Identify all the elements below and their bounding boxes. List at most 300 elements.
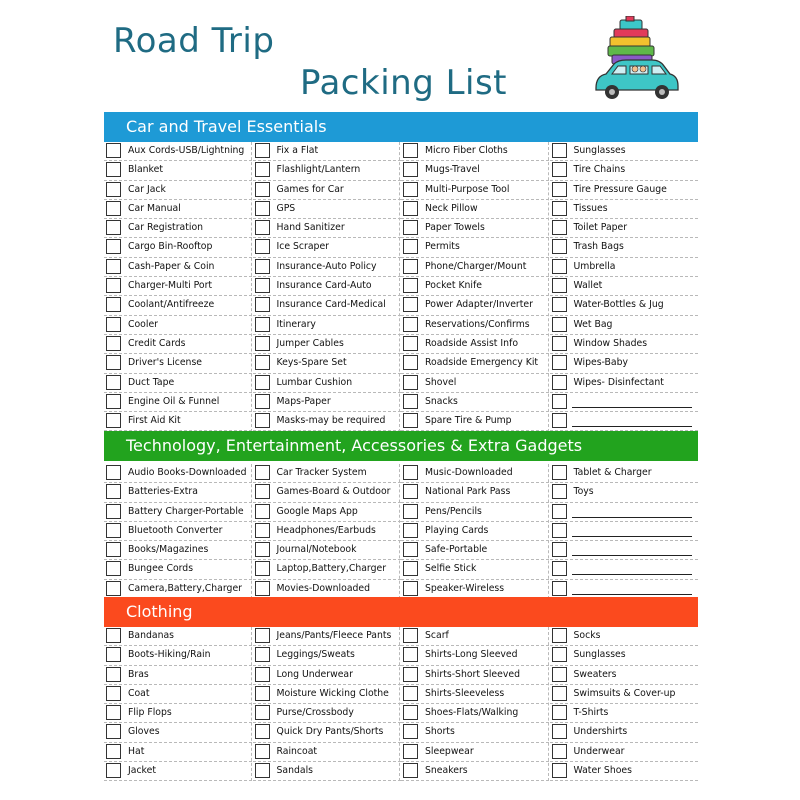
checkbox[interactable] xyxy=(552,336,567,351)
checklist-item xyxy=(253,743,401,762)
checkbox[interactable] xyxy=(552,375,567,390)
checklist-item-label: Games-Board & Outdoor xyxy=(276,486,391,498)
checkbox[interactable] xyxy=(255,686,270,701)
checkbox[interactable] xyxy=(106,259,121,274)
checkbox[interactable] xyxy=(552,162,567,177)
checklist-item-label: Car Registration xyxy=(128,222,204,234)
checkbox[interactable] xyxy=(552,581,567,596)
checkbox[interactable] xyxy=(255,561,270,576)
checklist-item xyxy=(253,646,401,665)
checklist-column xyxy=(253,464,401,599)
checkbox[interactable] xyxy=(255,162,270,177)
checkbox[interactable] xyxy=(255,201,270,216)
checklist-item-label: Credit Cards xyxy=(128,337,186,349)
checklist-column xyxy=(401,142,549,431)
checklist-item xyxy=(401,503,549,522)
checkbox[interactable] xyxy=(255,542,270,557)
checkbox[interactable] xyxy=(403,259,418,274)
checklist-item-label: Maps-Paper xyxy=(276,395,331,407)
section-grid-clothing xyxy=(104,627,698,781)
checkbox[interactable] xyxy=(255,375,270,390)
checklist-item xyxy=(401,646,549,665)
column-divider xyxy=(251,464,252,599)
checklist-item xyxy=(550,354,698,373)
checkbox[interactable] xyxy=(403,686,418,701)
checklist-item-label: Cooler xyxy=(128,318,158,330)
checkbox[interactable] xyxy=(403,201,418,216)
checklist-item-label: Reservations/Confirms xyxy=(425,318,530,330)
checklist-item-label: Roadside Assist Info xyxy=(425,337,519,349)
checklist-item-label: Speaker-Wireless xyxy=(425,582,505,594)
checklist-item-label: Battery Charger-Portable xyxy=(128,505,244,517)
checklist-item xyxy=(550,723,698,742)
checklist-item xyxy=(401,483,549,502)
checklist-item-label: Snacks xyxy=(425,395,458,407)
checkbox[interactable] xyxy=(403,297,418,312)
checklist-item-label: Hat xyxy=(128,745,145,757)
section-header-clothing: Clothing xyxy=(104,597,698,627)
checkbox[interactable] xyxy=(255,581,270,596)
checklist-column xyxy=(550,627,698,781)
section-header-car-travel-essentials: Car and Travel Essentials xyxy=(104,112,698,142)
checkbox[interactable] xyxy=(106,763,121,778)
checkbox[interactable] xyxy=(255,336,270,351)
checkbox[interactable] xyxy=(106,628,121,643)
checkbox[interactable] xyxy=(403,667,418,682)
checkbox[interactable] xyxy=(552,413,567,428)
checkbox[interactable] xyxy=(255,143,270,158)
checkbox[interactable] xyxy=(106,413,121,428)
checklist-item-label: Hand Sanitizer xyxy=(276,222,345,234)
checklist-column xyxy=(550,464,698,599)
checklist-item-label: Camera,Battery,Charger xyxy=(128,582,242,594)
checkbox[interactable] xyxy=(106,647,121,662)
checklist-item xyxy=(401,541,549,560)
checklist-item-label: Permits xyxy=(425,241,460,253)
checklist-item xyxy=(401,627,549,646)
checkbox[interactable] xyxy=(106,394,121,409)
checklist-item xyxy=(253,296,401,315)
checkbox[interactable] xyxy=(106,162,121,177)
checklist-item xyxy=(401,666,549,685)
checkbox[interactable] xyxy=(403,744,418,759)
checklist-item xyxy=(104,258,252,277)
checklist-item xyxy=(550,762,698,781)
column-divider xyxy=(399,142,400,432)
checklist-item xyxy=(550,503,698,522)
checklist-item-label: Wet Bag xyxy=(573,318,613,330)
checklist-item-label: Multi-Purpose Tool xyxy=(425,183,510,195)
checkbox[interactable] xyxy=(403,336,418,351)
checklist-item-label: Itinerary xyxy=(276,318,316,330)
checkbox[interactable] xyxy=(255,317,270,332)
checkbox[interactable] xyxy=(106,143,121,158)
checkbox[interactable] xyxy=(552,297,567,312)
checkbox[interactable] xyxy=(552,561,567,576)
checkbox[interactable] xyxy=(552,647,567,662)
checkbox[interactable] xyxy=(255,667,270,682)
checklist-item xyxy=(550,560,698,579)
checklist-item-label: Wipes- Disinfectant xyxy=(573,376,664,388)
checkbox[interactable] xyxy=(255,239,270,254)
checklist-item-label: Headphones/Earbuds xyxy=(276,524,376,536)
checkbox[interactable] xyxy=(106,336,121,351)
blank-write-in-line[interactable] xyxy=(572,574,692,575)
checklist-item-label: Underwear xyxy=(573,745,625,757)
checklist-item-label: Insurance-Auto Policy xyxy=(276,260,377,272)
checkbox[interactable] xyxy=(403,628,418,643)
checklist-item-label: Sandals xyxy=(276,765,314,777)
checklist-item xyxy=(104,142,252,161)
checkbox[interactable] xyxy=(403,239,418,254)
checklist-item xyxy=(253,354,401,373)
checklist-item-label: Google Maps App xyxy=(276,505,358,517)
checklist-item xyxy=(104,646,252,665)
checklist-item xyxy=(401,316,549,335)
checklist-item-label: Insurance Card-Medical xyxy=(276,299,386,311)
checkbox[interactable] xyxy=(255,220,270,235)
checklist-item xyxy=(253,560,401,579)
checklist-item-label: Purse/Crossbody xyxy=(276,707,354,719)
checklist-item-label: Water-Bottles & Jug xyxy=(573,299,664,311)
checklist-item xyxy=(253,181,401,200)
checklist-item-label: Shirts-Sleeveless xyxy=(425,687,505,699)
checkbox[interactable] xyxy=(255,355,270,370)
checkbox[interactable] xyxy=(255,484,270,499)
checkbox[interactable] xyxy=(255,724,270,739)
checkbox[interactable] xyxy=(552,504,567,519)
checklist-item xyxy=(550,464,698,483)
blank-write-in-line[interactable] xyxy=(572,517,692,518)
checkbox[interactable] xyxy=(403,465,418,480)
checklist-item-label: Fix a Flat xyxy=(276,145,319,156)
checklist-item xyxy=(253,200,401,219)
checklist-item-label: Power Adapter/Inverter xyxy=(425,299,533,311)
checklist-item xyxy=(253,464,401,483)
checkbox[interactable] xyxy=(403,394,418,409)
checklist-item xyxy=(253,277,401,296)
checkbox[interactable] xyxy=(403,355,418,370)
blank-write-in-line[interactable] xyxy=(572,536,692,537)
checkbox[interactable] xyxy=(552,724,567,739)
checklist-item-label: Insurance Card-Auto xyxy=(276,280,372,292)
checkbox[interactable] xyxy=(403,220,418,235)
checklist-item xyxy=(401,464,549,483)
checklist-item-label: Shoes-Flats/Walking xyxy=(425,707,519,719)
blank-write-in-line[interactable] xyxy=(572,426,692,427)
checklist-item-label: Toilet Paper xyxy=(573,222,628,234)
checklist-item-label: Swimsuits & Cover-up xyxy=(573,687,676,699)
checkbox[interactable] xyxy=(403,162,418,177)
checkbox[interactable] xyxy=(106,317,121,332)
checklist-item xyxy=(550,161,698,180)
checklist-column xyxy=(104,627,252,781)
checkbox[interactable] xyxy=(106,201,121,216)
checklist-item-label: Roadside Emergency Kit xyxy=(425,357,539,369)
checkbox[interactable] xyxy=(403,278,418,293)
checklist-item-label: Bluetooth Converter xyxy=(128,524,223,536)
checkbox[interactable] xyxy=(106,581,121,596)
checklist-column xyxy=(104,142,252,431)
section-header-technology: Technology, Entertainment, Accessories & Extra Gadgets xyxy=(104,431,698,461)
checklist-item xyxy=(104,181,252,200)
checklist-item-label: Umbrella xyxy=(573,260,616,272)
checklist-item-label: Flip Flops xyxy=(128,707,172,719)
checklist-item xyxy=(253,704,401,723)
checklist-item-label: Wallet xyxy=(573,280,603,292)
checklist-item xyxy=(550,296,698,315)
checklist-item-label: Music-Downloaded xyxy=(425,467,513,478)
checkbox[interactable] xyxy=(106,375,121,390)
checklist-item xyxy=(550,483,698,502)
checkbox[interactable] xyxy=(255,647,270,662)
checkbox[interactable] xyxy=(403,647,418,662)
checklist-item-label: Moisture Wicking Clothe xyxy=(276,687,389,699)
checkbox[interactable] xyxy=(403,143,418,158)
checklist-item-label: Car Tracker System xyxy=(276,467,367,478)
checkbox[interactable] xyxy=(403,523,418,538)
checklist-item xyxy=(104,412,252,431)
checkbox[interactable] xyxy=(552,220,567,235)
checklist-item xyxy=(401,412,549,431)
title-line-1: Road Trip xyxy=(113,21,275,61)
checklist-item xyxy=(401,743,549,762)
checklist-item xyxy=(104,161,252,180)
checklist-column xyxy=(253,142,401,431)
checklist-item-label: Mugs-Travel xyxy=(425,164,480,176)
checklist-item-label: Laptop,Battery,Charger xyxy=(276,563,387,575)
checkbox[interactable] xyxy=(106,504,121,519)
blank-write-in-line[interactable] xyxy=(572,555,692,556)
checkbox[interactable] xyxy=(552,763,567,778)
checkbox[interactable] xyxy=(255,278,270,293)
checklist-item xyxy=(253,541,401,560)
checkbox[interactable] xyxy=(255,259,270,274)
checkbox[interactable] xyxy=(255,465,270,480)
checklist-item-label: Playing Cards xyxy=(425,524,489,536)
section-grid-technology xyxy=(104,464,698,599)
checklist-item xyxy=(401,762,549,781)
checklist-item-label: GPS xyxy=(276,202,296,214)
checkbox[interactable] xyxy=(552,394,567,409)
checklist-item-label: Flashlight/Lantern xyxy=(276,164,361,176)
checklist-item-label: Leggings/Sweats xyxy=(276,649,355,661)
checkbox[interactable] xyxy=(255,504,270,519)
column-divider xyxy=(548,627,549,781)
checkbox[interactable] xyxy=(106,686,121,701)
checklist-item xyxy=(253,503,401,522)
checkbox[interactable] xyxy=(403,705,418,720)
checkbox[interactable] xyxy=(106,239,121,254)
checkbox[interactable] xyxy=(552,744,567,759)
checklist-item-label: Shirts-Short Sleeved xyxy=(425,668,520,680)
checkbox[interactable] xyxy=(106,182,121,197)
checkbox[interactable] xyxy=(106,705,121,720)
checklist-item xyxy=(104,200,252,219)
checkbox[interactable] xyxy=(255,763,270,778)
checkbox[interactable] xyxy=(552,317,567,332)
column-divider xyxy=(399,464,400,599)
checkbox[interactable] xyxy=(106,220,121,235)
column-divider xyxy=(548,142,549,432)
checklist-item xyxy=(104,541,252,560)
checklist-item xyxy=(550,627,698,646)
checklist-column xyxy=(253,627,401,781)
checklist-item xyxy=(253,161,401,180)
checklist-item xyxy=(401,393,549,412)
checklist-item xyxy=(401,354,549,373)
checklist-item xyxy=(401,685,549,704)
checklist-item xyxy=(104,238,252,257)
checklist-item xyxy=(401,335,549,354)
checklist-item xyxy=(253,723,401,742)
checkbox[interactable] xyxy=(403,763,418,778)
checkbox[interactable] xyxy=(552,484,567,499)
checklist-item-label: Tire Chains xyxy=(573,164,626,176)
blank-write-in-line[interactable] xyxy=(572,407,692,408)
checklist-item-label: Water Shoes xyxy=(573,765,632,777)
checklist-item xyxy=(253,412,401,431)
checkbox[interactable] xyxy=(403,484,418,499)
checklist-item xyxy=(104,483,252,502)
checklist-item-label: Neck Pillow xyxy=(425,202,478,214)
checklist-item xyxy=(401,704,549,723)
checklist-item-label: Sleepwear xyxy=(425,745,474,757)
checkbox[interactable] xyxy=(552,182,567,197)
checklist-item xyxy=(104,503,252,522)
checkbox[interactable] xyxy=(403,581,418,596)
section-grid-car-travel-essentials xyxy=(104,142,698,432)
checkbox[interactable] xyxy=(255,394,270,409)
checkbox[interactable] xyxy=(552,542,567,557)
checkbox[interactable] xyxy=(552,686,567,701)
checklist-item-label: Driver's License xyxy=(128,357,203,369)
checklist-item xyxy=(104,743,252,762)
checkbox[interactable] xyxy=(106,561,121,576)
checklist-item-label: Duct Tape xyxy=(128,376,175,388)
checklist-item-label: Scarf xyxy=(425,630,449,641)
checklist-item-label: Books/Magazines xyxy=(128,544,209,556)
checklist-item-label: Window Shades xyxy=(573,337,648,349)
checkbox[interactable] xyxy=(255,297,270,312)
checklist-item xyxy=(401,560,549,579)
blank-write-in-line[interactable] xyxy=(572,594,692,595)
checklist-item-label: Jeans/Pants/Fleece Pants xyxy=(276,630,392,641)
checklist-item xyxy=(401,238,549,257)
checkbox[interactable] xyxy=(106,724,121,739)
checklist-item xyxy=(104,627,252,646)
checkbox[interactable] xyxy=(403,542,418,557)
checkbox[interactable] xyxy=(552,523,567,538)
checklist-item xyxy=(550,541,698,560)
checkbox[interactable] xyxy=(552,628,567,643)
checkbox[interactable] xyxy=(403,182,418,197)
checklist-item xyxy=(550,666,698,685)
checkbox[interactable] xyxy=(255,705,270,720)
checkbox[interactable] xyxy=(552,259,567,274)
checkbox[interactable] xyxy=(552,705,567,720)
checkbox[interactable] xyxy=(106,278,121,293)
checkbox[interactable] xyxy=(552,465,567,480)
checkbox[interactable] xyxy=(552,355,567,370)
column-divider xyxy=(251,627,252,781)
checkbox[interactable] xyxy=(106,355,121,370)
checklist-item-label: Quick Dry Pants/Shorts xyxy=(276,726,384,738)
checkbox[interactable] xyxy=(255,523,270,538)
checkbox[interactable] xyxy=(552,143,567,158)
checklist-item xyxy=(550,412,698,431)
checklist-item xyxy=(550,219,698,238)
checkbox[interactable] xyxy=(106,523,121,538)
checkbox[interactable] xyxy=(552,278,567,293)
checkbox[interactable] xyxy=(403,504,418,519)
checklist-item xyxy=(253,627,401,646)
checklist-item xyxy=(401,258,549,277)
checkbox[interactable] xyxy=(106,465,121,480)
checklist-item xyxy=(550,200,698,219)
checklist-item-label: First Aid Kit xyxy=(128,415,181,427)
checkbox[interactable] xyxy=(255,413,270,428)
checkbox[interactable] xyxy=(255,182,270,197)
checklist-item-label: Undershirts xyxy=(573,726,628,738)
checklist-item xyxy=(550,335,698,354)
checklist-item xyxy=(550,238,698,257)
column-divider xyxy=(548,464,549,599)
checkbox[interactable] xyxy=(255,628,270,643)
checklist-item-label: Sunglasses xyxy=(573,145,626,156)
checklist-column xyxy=(550,142,698,431)
checklist-item xyxy=(550,277,698,296)
checkbox[interactable] xyxy=(106,667,121,682)
checkbox[interactable] xyxy=(403,317,418,332)
checklist-item-label: Ice Scraper xyxy=(276,241,330,253)
checklist-item xyxy=(550,374,698,393)
checkbox[interactable] xyxy=(106,297,121,312)
checkbox[interactable] xyxy=(106,744,121,759)
checkbox[interactable] xyxy=(552,667,567,682)
checklist-item xyxy=(104,522,252,541)
checklist-item-label: Games for Car xyxy=(276,183,344,195)
checklist-item xyxy=(401,723,549,742)
checklist-item-label: Keys-Spare Set xyxy=(276,357,347,369)
car-with-luggage-icon xyxy=(590,16,680,106)
checklist-item-label: Masks-may be required xyxy=(276,415,386,427)
checklist-item xyxy=(104,666,252,685)
checkbox[interactable] xyxy=(403,413,418,428)
checklist-item xyxy=(550,393,698,412)
checkbox[interactable] xyxy=(403,561,418,576)
checklist-item xyxy=(104,393,252,412)
checklist-item-label: Coolant/Antifreeze xyxy=(128,299,215,311)
checkbox[interactable] xyxy=(106,542,121,557)
column-divider xyxy=(251,142,252,432)
checkbox[interactable] xyxy=(106,484,121,499)
checkbox[interactable] xyxy=(403,375,418,390)
checklist-item-label: Pens/Pencils xyxy=(425,505,482,517)
checkbox[interactable] xyxy=(255,744,270,759)
checkbox[interactable] xyxy=(403,724,418,739)
checklist-item xyxy=(104,723,252,742)
checklist-item xyxy=(401,277,549,296)
checkbox[interactable] xyxy=(552,239,567,254)
checkbox[interactable] xyxy=(552,201,567,216)
checklist-item-label: Lumbar Cushion xyxy=(276,376,353,388)
checklist-item-label: Engine Oil & Funnel xyxy=(128,395,220,407)
checklist-item xyxy=(401,522,549,541)
checklist-item xyxy=(253,762,401,781)
checklist-item-label: Long Underwear xyxy=(276,668,353,680)
checklist-item xyxy=(104,316,252,335)
